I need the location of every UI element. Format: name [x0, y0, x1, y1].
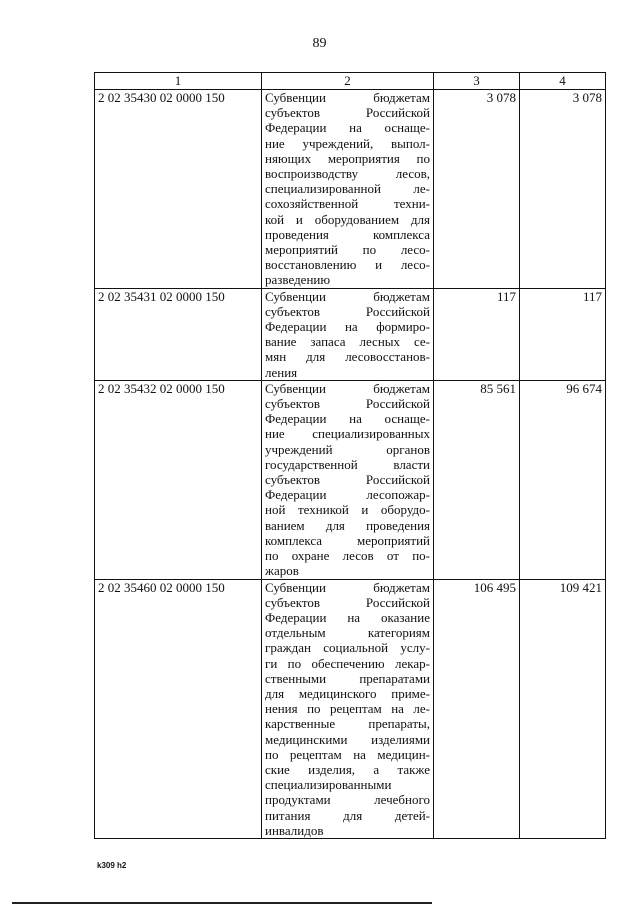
amount-col3-cell: 85 561	[434, 380, 520, 579]
scan-edge-divider	[12, 902, 432, 904]
table-body	[95, 90, 606, 839]
amount-col4-cell: 96 674	[520, 380, 606, 579]
description-line: мероприятий по лесо-	[265, 242, 430, 258]
footer-document-mark: k309 h2	[97, 861, 127, 870]
description-line: Субвенции бюджетам	[265, 288, 430, 304]
description-line: комплекса мероприятий	[265, 532, 430, 548]
description-line: Федерации на оснаще-	[265, 411, 430, 427]
amount-col3-cell: 117	[434, 288, 520, 380]
description-line: няющих мероприятия по	[265, 150, 430, 166]
description-line: специализированной ле-	[265, 181, 430, 197]
table-row	[95, 579, 606, 838]
description-line: ванием для проведения	[265, 517, 430, 533]
description-line: Субвенции бюджетам	[265, 579, 430, 595]
description-line: граждан социальной услу-	[265, 640, 430, 656]
table-row	[95, 288, 606, 380]
column-header-1: 1	[95, 73, 262, 90]
budget-code-cell: 2 02 35432 02 0000 150	[95, 380, 262, 579]
description-line: субъектов Российской	[265, 105, 430, 121]
description-cell	[262, 579, 434, 838]
description-line: ления	[265, 364, 298, 380]
description-line: Субвенции бюджетам	[265, 380, 430, 396]
budget-code-cell: 2 02 35431 02 0000 150	[95, 288, 262, 380]
table-header-row	[95, 73, 606, 90]
description-line: продуктами лечебного	[265, 792, 430, 808]
description-line: питания для детей-	[265, 807, 430, 823]
description-cell	[262, 90, 434, 289]
description-line: Федерации на формиро-	[265, 319, 430, 335]
description-line: карственные препараты,	[265, 716, 430, 732]
description-line: инвалидов	[265, 822, 324, 838]
table-row	[95, 90, 606, 289]
description-line: субъектов Российской	[265, 472, 430, 488]
description-line: по охране лесов от по-	[265, 548, 430, 564]
description-cell	[262, 380, 434, 579]
amount-col3-cell: 3 078	[434, 90, 520, 289]
description-line: воспроизводству лесов,	[265, 166, 430, 182]
description-line: мян для лесовосстанов-	[265, 349, 430, 365]
table-row	[95, 380, 606, 579]
description-line: ственными препаратами	[265, 670, 430, 686]
description-line: восстановлению и лесо-	[265, 257, 430, 273]
amount-col4-cell: 117	[520, 288, 606, 380]
amount-col4-cell: 109 421	[520, 579, 606, 838]
description-line: Федерации на оказание	[265, 609, 430, 625]
description-line: вание запаса лесных се-	[265, 334, 430, 350]
description-line: учреждений органов	[265, 441, 430, 457]
description-line: субъектов Российской	[265, 594, 430, 610]
description-line: разведению	[265, 272, 331, 288]
description-line: для медицинского приме-	[265, 685, 430, 701]
description-line: по рецептам на медицин-	[265, 746, 430, 762]
column-header-3: 3	[434, 73, 520, 90]
description-line: ние учреждений, выпол-	[265, 135, 430, 151]
description-line: нения по рецептам на ле-	[265, 701, 430, 717]
description-cell	[262, 288, 434, 380]
amount-col3-cell: 106 495	[434, 579, 520, 838]
description-line: государственной власти	[265, 456, 430, 472]
description-line: медицинскими изделиями	[265, 731, 430, 747]
description-line: субъектов Российской	[265, 303, 430, 319]
budget-code-cell: 2 02 35460 02 0000 150	[95, 579, 262, 838]
description-line: ские изделия, а также	[265, 761, 430, 777]
description-line: жаров	[265, 563, 299, 579]
page-number: 89	[312, 36, 327, 51]
description-line: ние специализированных	[265, 426, 430, 442]
description-line: проведения комплекса	[265, 226, 430, 242]
description-line: отдельным категориям	[265, 625, 430, 641]
column-header-2: 2	[262, 73, 434, 90]
description-line: Федерации на оснаще-	[265, 120, 430, 136]
budget-table	[94, 72, 606, 839]
description-line: сохозяйственной техни-	[265, 196, 430, 212]
description-line: специализированными	[265, 777, 392, 793]
amount-col4-cell: 3 078	[520, 90, 606, 289]
description-line: субъектов Российской	[265, 396, 430, 412]
description-line: ги по обеспечению лекар-	[265, 655, 430, 671]
description-line: Субвенции бюджетам	[265, 90, 430, 105]
budget-code-cell: 2 02 35430 02 0000 150	[95, 90, 262, 289]
column-header-4: 4	[520, 73, 606, 90]
description-line: ной техникой и оборудо-	[265, 502, 430, 518]
description-line: кой и оборудованием для	[265, 211, 430, 227]
description-line: Федерации лесопожар-	[265, 487, 430, 503]
